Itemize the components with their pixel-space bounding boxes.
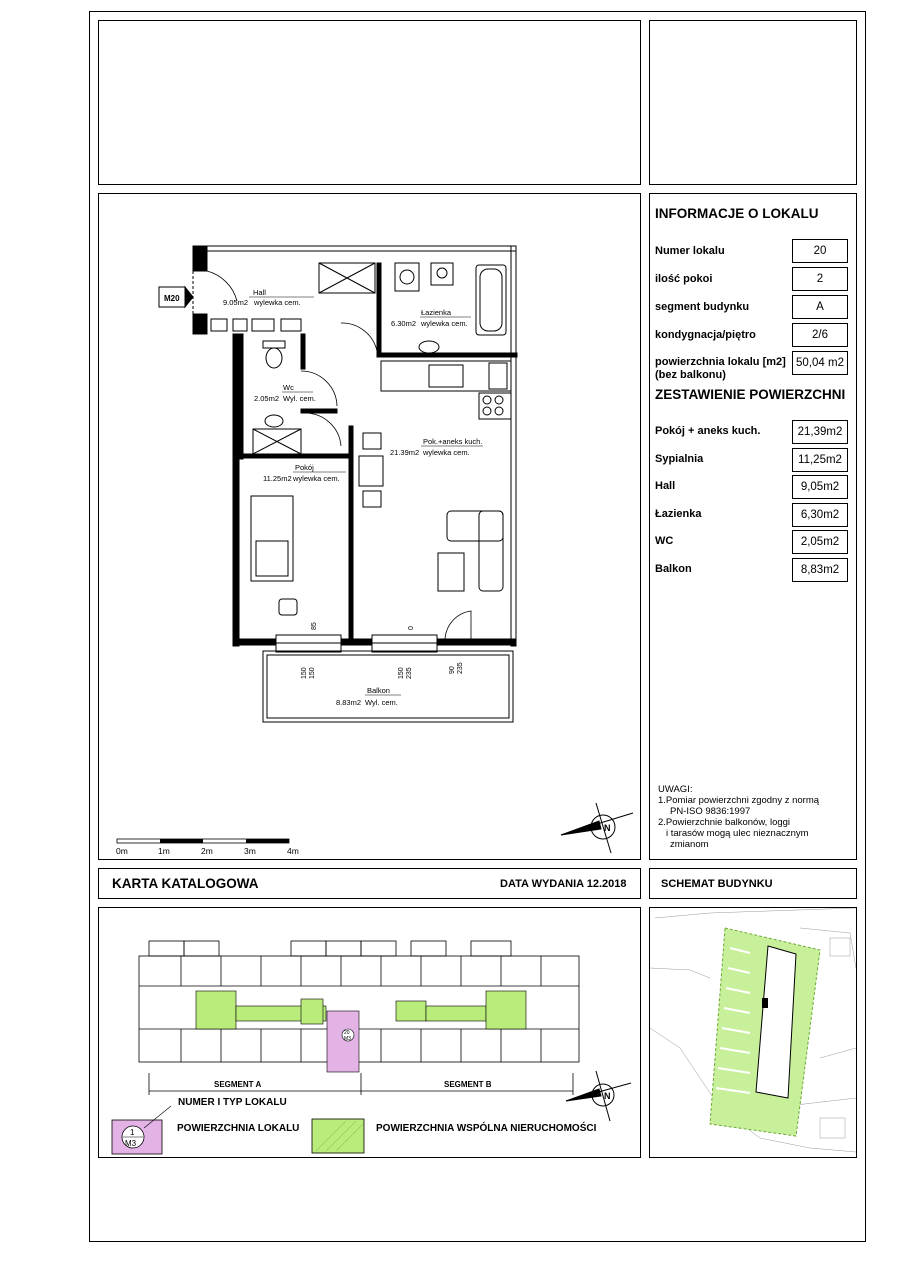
segment-a-label: SEGMENT A: [214, 1080, 262, 1089]
notes-line-3: 2.Powierzchnie balkonów, loggi: [658, 817, 791, 828]
area-label-bedroom: Sypialnia: [655, 453, 704, 465]
room-finish-living: wylewka cem.: [423, 448, 470, 457]
north-arrow-icon: [561, 803, 633, 853]
issue-date: DATA WYDANIA 12.2018: [500, 878, 627, 890]
floor-plan-panel: [98, 193, 641, 860]
info-label-rooms: ilość pokoi: [655, 273, 713, 285]
room-area-balcony: 8.83m2: [336, 698, 362, 707]
areas-title: ZESTAWIENIE POWIERZCHNI: [655, 387, 846, 402]
room-name-wc: Wc: [283, 383, 294, 392]
info-label-segment: segment budynku: [655, 301, 750, 313]
unit-number-marker: 20: [344, 1030, 350, 1036]
dim-150a: 150: [301, 667, 308, 679]
dim-85: 85: [311, 622, 318, 630]
area-label-balcony: Balkon: [655, 563, 692, 575]
common-area-highlight: [196, 991, 526, 1029]
dim-235a: 235: [406, 667, 413, 679]
unit-highlight: [327, 1011, 359, 1072]
info-value-segment: A: [792, 295, 848, 319]
area-label-living: Pokój + aneks kuch.: [655, 425, 761, 437]
room-finish-balcony: Wyl. cem.: [365, 698, 398, 707]
legend-sample-type: M3: [125, 1139, 137, 1148]
legend-sample-number: 1: [130, 1128, 135, 1137]
floor-plan: [99, 194, 640, 859]
info-value-unit-number: 20: [792, 239, 848, 263]
key-plan-panel: [98, 907, 641, 1158]
svg-text:N: N: [604, 823, 611, 833]
info-value-floor: 2/6: [792, 323, 848, 347]
legend-area-label: POWIERZCHNIA LOKALU: [177, 1123, 300, 1134]
area-label-bathroom: Łazienka: [655, 508, 702, 520]
scale-bar: [117, 839, 289, 843]
room-area-living: 21.39m2: [390, 448, 420, 457]
info-panel: [649, 193, 857, 860]
dim-235b: 235: [457, 662, 464, 674]
room-finish-bathroom: wylewka cem.: [421, 319, 468, 328]
area-value-bedroom: 11,25m2: [792, 448, 848, 472]
legend-common-label: POWIERZCHNIA WSPÓLNA NIERUCHOMOŚCI: [376, 1123, 597, 1134]
unit-tag: M20: [164, 294, 180, 303]
scale-tick-2: 2m: [201, 846, 213, 856]
area-value-hall: 9,05m2: [792, 475, 848, 499]
scale-tick-1: 1m: [158, 846, 170, 856]
info-label-area-note: (bez balkonu): [655, 369, 726, 381]
info-label-floor: kondygnacja/piętro: [655, 329, 756, 341]
room-area-wc: 2.05m2: [254, 394, 280, 403]
room-name-living: Pok.+aneks kuch.: [423, 437, 483, 446]
schema-title-strip: [649, 868, 857, 899]
room-name-balcony: Balkon: [367, 686, 390, 695]
area-value-living: 21,39m2: [792, 420, 848, 444]
notes-line-1: 1.Pomiar powierzchni zgodny z normą: [658, 795, 820, 806]
area-label-wc: WC: [655, 535, 674, 547]
room-finish-wc: Wyl. cem.: [283, 394, 316, 403]
legend-unit-label: NUMER I TYP LOKALU: [178, 1097, 287, 1108]
notes-line-5: zmianom: [670, 839, 709, 850]
info-label-unit-number: Numer lokalu: [655, 245, 725, 257]
info-label-area: powierzchnia lokalu [m2]: [655, 356, 786, 368]
room-area-bedroom: 11.25m2: [263, 474, 292, 483]
area-label-hall: Hall: [655, 480, 676, 492]
info-value-rooms: 2: [792, 267, 848, 291]
catalog-title: KARTA KATALOGOWA: [112, 876, 259, 891]
room-name-bathroom: Łazienka: [421, 308, 452, 317]
header-box-right: [649, 20, 857, 185]
north-arrow-icon: [566, 1071, 631, 1121]
notes: [658, 784, 819, 850]
area-value-balcony: 8,83m2: [792, 558, 848, 582]
room-name-bedroom: Pokój: [295, 463, 314, 472]
dim-150c: 150: [398, 667, 405, 679]
title-strip: [98, 868, 641, 899]
info-value-area: 50,04 m2: [792, 351, 848, 375]
schema-title: SCHEMAT BUDYNKU: [661, 878, 773, 890]
scale-tick-0: 0m: [116, 846, 128, 856]
area-value-bathroom: 6,30m2: [792, 503, 848, 527]
room-name-hall: Hall: [253, 288, 266, 297]
site-plan-panel: [649, 907, 857, 1158]
segment-b-label: SEGMENT B: [444, 1080, 492, 1089]
dim-90: 90: [449, 666, 456, 674]
unit-type-marker: M3: [344, 1036, 351, 1042]
svg-text:N: N: [604, 1091, 611, 1101]
room-finish-hall: wylewka cem.: [254, 298, 301, 307]
scale-tick-4: 4m: [287, 846, 299, 856]
scale-tick-3: 3m: [244, 846, 256, 856]
key-plan: [99, 908, 640, 1157]
notes-line-2: PN-ISO 9836:1997: [670, 806, 751, 817]
room-area-hall: 9.05m2: [223, 298, 249, 307]
area-value-wc: 2,05m2: [792, 530, 848, 554]
info-title: INFORMACJE O LOKALU: [655, 206, 819, 221]
room-area-bathroom: 6.30m2: [391, 319, 417, 328]
dim-0: 0: [408, 626, 415, 630]
notes-line-4: i tarasów mogą ulec nieznacznym: [666, 828, 809, 839]
room-finish-bedroom: wylewka cem.: [293, 474, 340, 483]
site-plan: [650, 908, 856, 1157]
dim-150b: 150: [309, 667, 316, 679]
notes-title: UWAGI:: [658, 784, 693, 795]
header-box-left: [98, 20, 641, 185]
